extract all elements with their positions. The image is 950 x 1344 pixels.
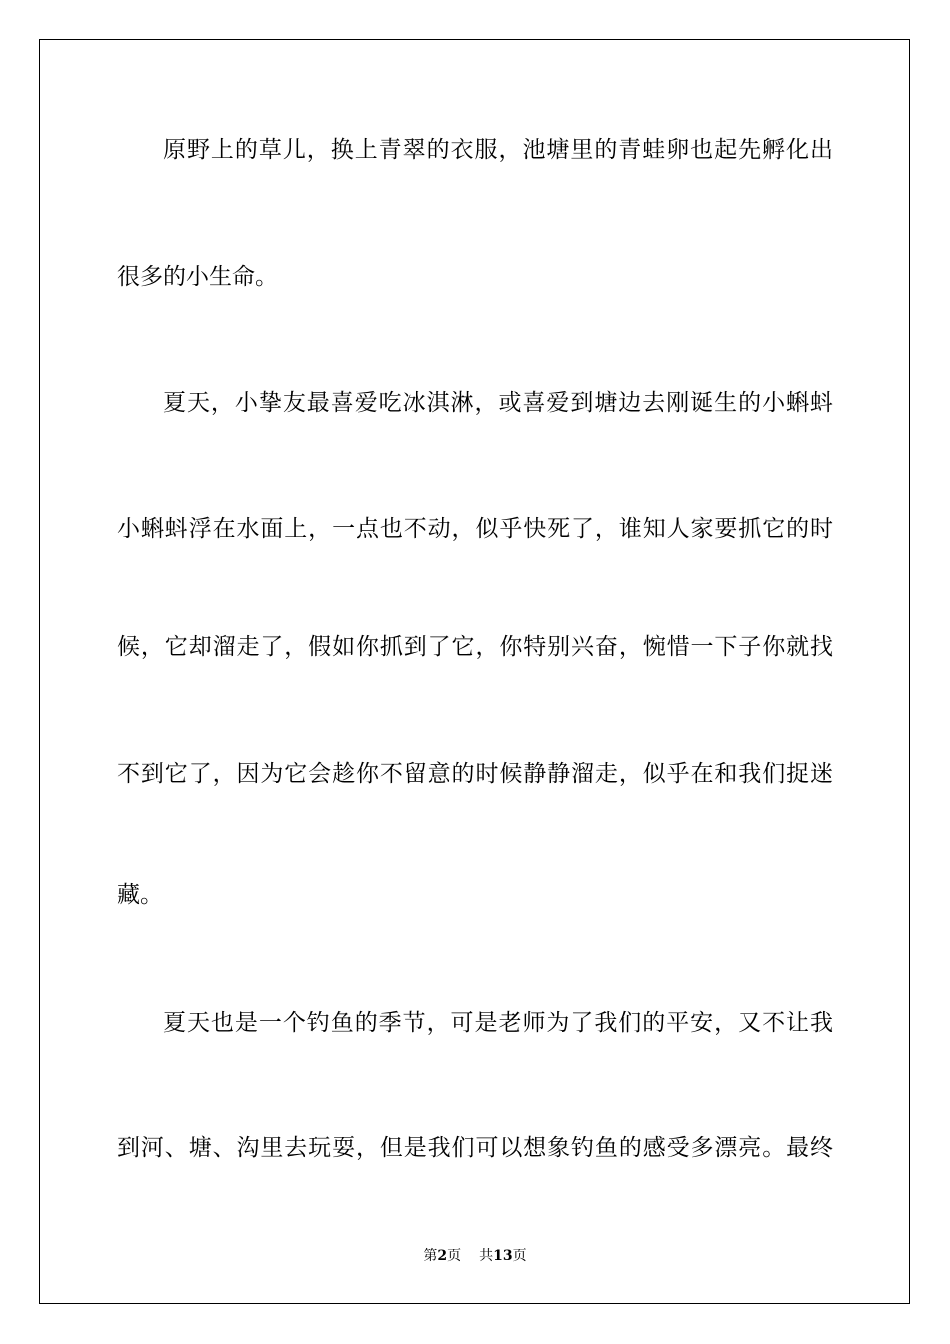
- total-suffix: 页: [512, 1248, 527, 1264]
- text-line-8: 夏天也是一个钓鱼的季节，可是老师为了我们的平安，又不让我: [163, 1010, 833, 1036]
- text-line-2: 很多的小生命。: [117, 264, 278, 290]
- page-footer: [0, 1245, 950, 1265]
- page-prefix: 第: [423, 1248, 438, 1264]
- text-line-5: 候，它却溜走了，假如你抓到了它，你特别兴奋，惋惜一下子你就找: [117, 634, 833, 660]
- text-line-3: 夏天，小挚友最喜爱吃冰淇淋，或喜爱到塘边去刚诞生的小蝌蚪: [163, 390, 833, 416]
- total-pages: 13: [493, 1248, 513, 1264]
- text-line-4: 小蝌蚪浮在水面上，一点也不动，似乎快死了，谁知人家要抓它的时: [117, 516, 833, 542]
- text-line-1: 原野上的草儿，换上青翠的衣服，池塘里的青蛙卵也起先孵化出: [163, 137, 833, 163]
- page-border: [39, 39, 910, 1304]
- page-suffix: 页: [447, 1248, 462, 1264]
- text-line-9: 到河、塘、沟里去玩耍，但是我们可以想象钓鱼的感受多漂亮。最终: [117, 1135, 833, 1161]
- text-line-7: 藏。: [117, 882, 163, 908]
- page-number: 2: [437, 1248, 448, 1264]
- total-prefix: 共: [479, 1248, 494, 1264]
- text-line-6: 不到它了，因为它会趁你不留意的时候静静溜走，似乎在和我们捉迷: [117, 761, 833, 787]
